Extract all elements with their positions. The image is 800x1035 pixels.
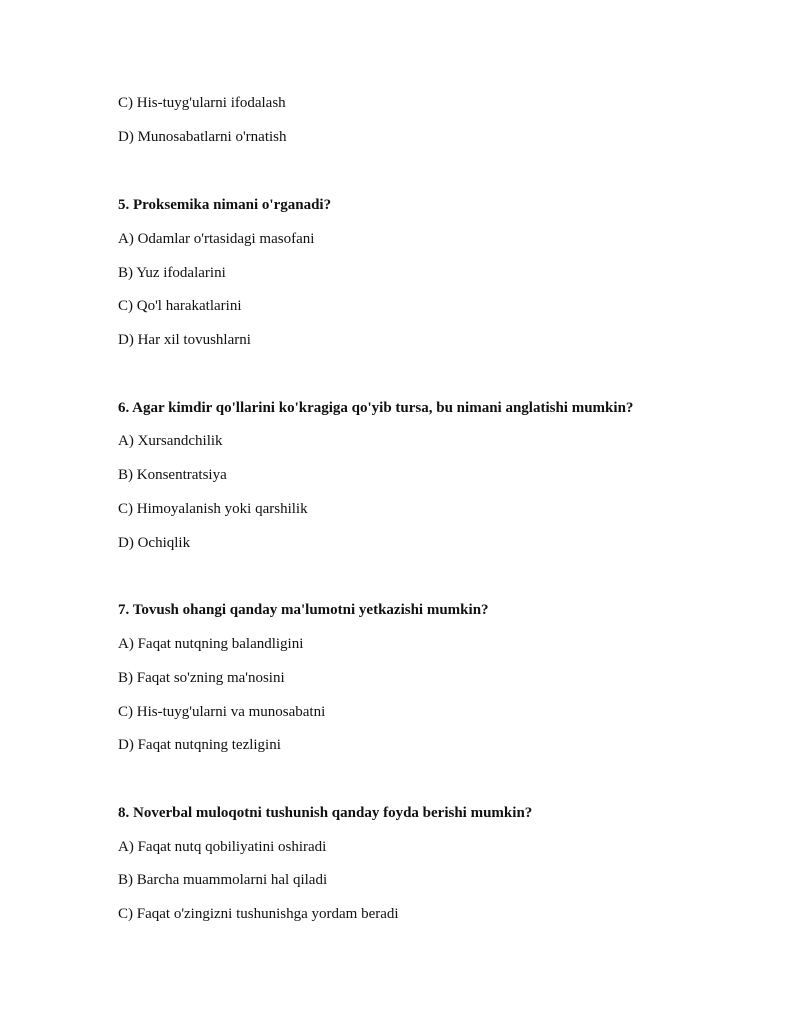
- q8-option-b: B) Barcha muammolarni hal qiladi: [118, 872, 328, 888]
- question-7: 7. Tovush ohangi qanday ma'lumotni yetkazishi mumkin?: [118, 602, 489, 618]
- question-8: 8. Noverbal muloqotni tushunish qanday foyda berishi mumkin?: [118, 805, 533, 821]
- q5-option-a: A) Odamlar o'rtasidagi masofani: [118, 231, 315, 247]
- q6-option-d: D) Ochiqlik: [118, 535, 191, 551]
- q7-option-a: A) Faqat nutqning balandligini: [118, 636, 304, 652]
- q6-option-b: B) Konsentratsiya: [118, 467, 227, 483]
- q6-option-c: C) Himoyalanish yoki qarshilik: [118, 501, 308, 517]
- question-6: 6. Agar kimdir qo'llarini ko'kragiga qo'yib tursa, bu nimani anglatishi mumkin?: [118, 400, 634, 416]
- q5-option-d: D) Har xil tovushlarni: [118, 332, 251, 348]
- q5-option-c: C) Qo'l harakatlarini: [118, 298, 242, 314]
- q5-option-b: B) Yuz ifodalarini: [118, 265, 226, 281]
- q7-option-c: C) His-tuyg'ularni va munosabatni: [118, 704, 326, 720]
- option-prev-d: D) Munosabatlarni o'rnatish: [118, 129, 287, 145]
- question-5: 5. Proksemika nimani o'rganadi?: [118, 197, 332, 213]
- q8-option-c: C) Faqat o'zingizni tushunishga yordam beradi: [118, 906, 399, 922]
- q7-option-d: D) Faqat nutqning tezligini: [118, 737, 281, 753]
- q6-option-a: A) Xursandchilik: [118, 433, 223, 449]
- q8-option-a: A) Faqat nutq qobiliyatini oshiradi: [118, 839, 327, 855]
- option-prev-c: C) His-tuyg'ularni ifodalash: [118, 95, 286, 111]
- q7-option-b: B) Faqat so'zning ma'nosini: [118, 670, 285, 686]
